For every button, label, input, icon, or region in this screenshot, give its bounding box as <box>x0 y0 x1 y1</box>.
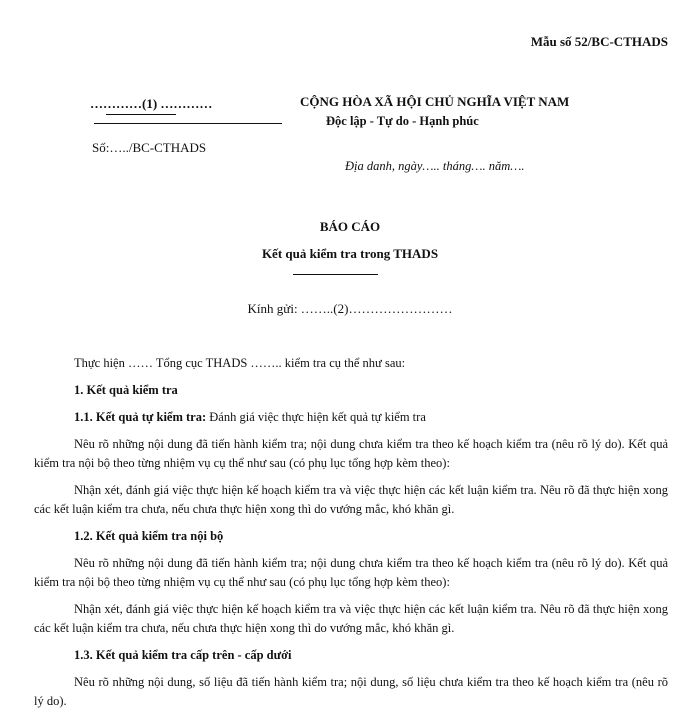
recipient: Kính gửi: ……..(2)…………………… <box>247 301 453 316</box>
report-subtitle: Kết quả kiểm tra trong THADS <box>261 246 439 261</box>
org-placeholder: …………(1) ………… <box>90 96 213 111</box>
org-underline-short <box>106 114 176 115</box>
section-1-2-paragraph-1: Nêu rõ những nội dung đã tiến hành kiểm tra; nội dung chưa kiểm tra theo kế hoạch kiểm tra (nêu rõ lý do). Kết quả kiểm tra nội bộ theo từng nhiệm vụ cụ thể như sau (có phụ lục tổng hợp kèm theo): <box>34 556 668 589</box>
intro-paragraph: Thực hiện …… Tổng cục THADS …….. kiểm tra cụ thể như sau: <box>74 356 406 370</box>
section-1-1-label: 1.1. Kết quả tự kiểm tra: <box>74 410 207 424</box>
form-code: Mẫu số 52/BC-CTHADS <box>530 34 668 49</box>
section-1-heading: 1. Kết quả kiểm tra <box>74 383 178 397</box>
section-1-1-text: Đánh giá việc thực hiện kết quả tự kiểm tra <box>206 410 426 424</box>
section-1-2-heading: 1.2. Kết quả kiểm tra nội bộ <box>74 529 224 543</box>
org-underline-long <box>94 123 282 124</box>
section-1-1-line <box>34 408 668 427</box>
republic-title: CỘNG HÒA XÃ HỘI CHỦ NGHĨA VIỆT NAM <box>300 94 570 109</box>
section-1-1-paragraph-1: Nêu rõ những nội dung đã tiến hành kiểm tra; nội dung chưa kiểm tra theo kế hoạch kiểm tra (nêu rõ lý do). Kết quả kiểm tra nội bộ theo từng nhiệm vụ cụ thể như sau (có phụ lục tổng hợp kèm theo): <box>34 437 668 470</box>
section-1-2-paragraph-2: Nhận xét, đánh giá việc thực hiện kế hoạch kiểm tra và việc thực hiện các kết luận kiểm tra. Nêu rõ đã thực hiện xong các kết luận kiểm tra chưa, nếu chưa thực hiện xong thì do vướng mắc, khó khăn gì. <box>34 602 668 635</box>
place-date: Địa danh, ngày….. tháng…. năm…. <box>345 159 525 173</box>
report-body <box>34 354 668 719</box>
section-1-3-paragraph-1: Nêu rõ những nội dung, số liệu đã tiến hành kiểm tra; nội dung, số liệu chưa kiểm tra theo kế hoạch kiểm tra (nêu rõ lý do). <box>34 675 668 708</box>
doc-number: Số:…../BC-CTHADS <box>92 140 207 155</box>
section-1-1-paragraph-2: Nhận xét, đánh giá việc thực hiện kế hoạch kiểm tra và việc thực hiện các kết luận kiểm tra. Nêu rõ đã thực hiện xong các kết luận kiểm tra chưa, nếu chưa thực hiện xong thì do vướng mắc, khó khăn gì. <box>34 483 668 516</box>
report-title: BÁO CÁO <box>319 219 381 234</box>
section-1-3-heading: 1.3. Kết quả kiểm tra cấp trên - cấp dưới <box>74 648 292 662</box>
motto: Độc lập - Tự do - Hạnh phúc <box>326 114 479 128</box>
title-divider <box>293 274 378 275</box>
